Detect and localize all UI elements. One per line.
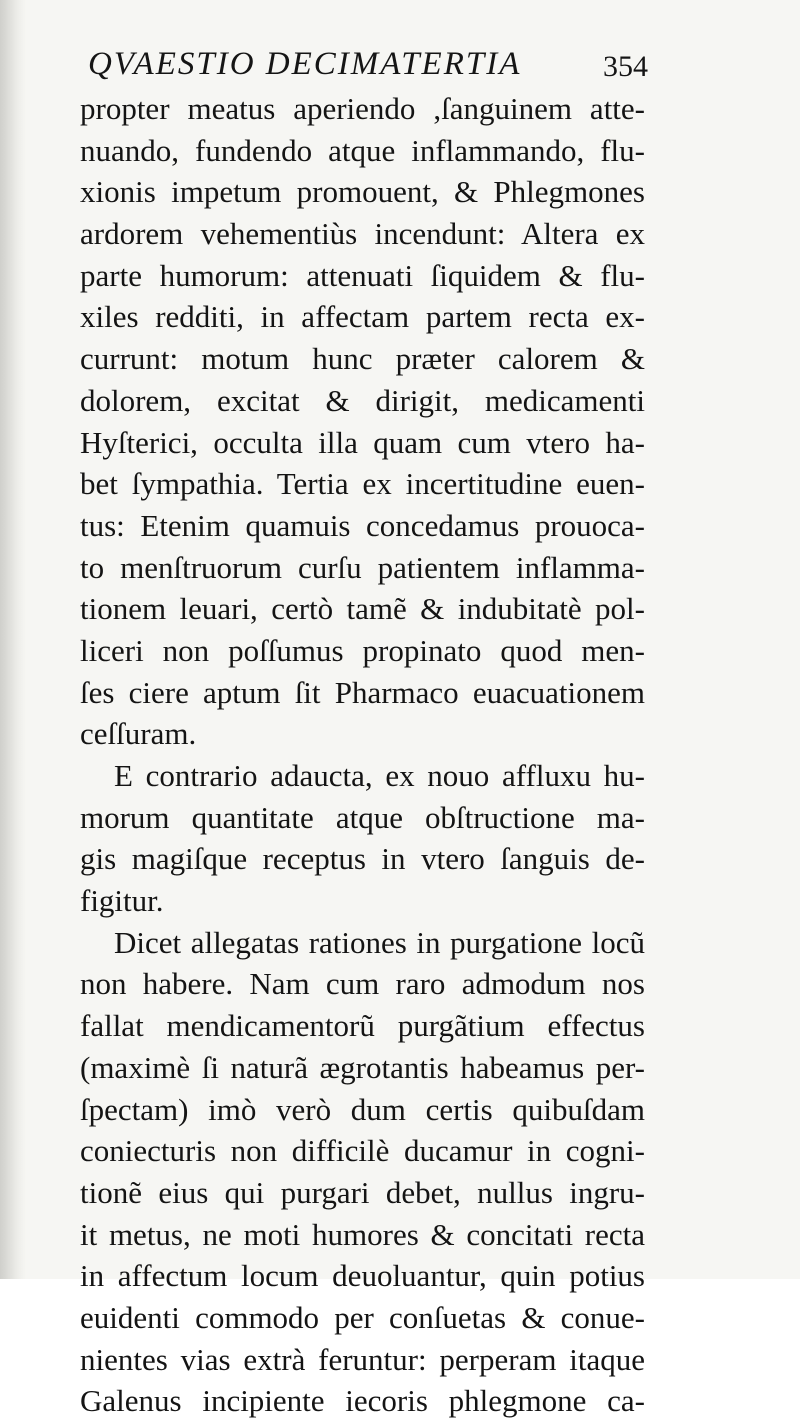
page-number: 354	[603, 50, 648, 83]
text-line: coniecturis non difficilè ducamur in cogni-	[80, 1133, 645, 1169]
running-head-title: QVAESTIO DECIMATERTIA	[88, 46, 522, 82]
text-line: ardorem vehementiùs incendunt: Altera ex	[80, 216, 645, 252]
text-line: Dicet allegatas rationes in purgatione locũ	[114, 924, 645, 960]
text-line: in affectum locum deuoluantur, quin potius	[80, 1258, 645, 1294]
text-line: tus: Etenim quamuis concedamus prouoca-	[80, 507, 645, 543]
text-line: ſpectam) imò verò dum certis quibuſdam	[80, 1091, 645, 1127]
text-line: (maximè ſi naturã ægrotantis habeamus per-	[80, 1049, 645, 1085]
text-line: propter meatus aperiendo ,ſanguinem atte-	[80, 91, 645, 126]
text-line: nientes vias extrà feruntur: perperam itaque	[80, 1341, 645, 1377]
body-text	[80, 88, 645, 1422]
text-line: to menſtruorum curſu patientem inflamma-	[80, 549, 645, 585]
running-head	[88, 42, 648, 92]
text-line: nuando, fundendo atque inflammando, flu-	[80, 132, 645, 168]
text-line: figitur.	[80, 883, 164, 919]
text-line: E contrario adaucta, ex nouo affluxu hu-	[114, 758, 645, 793]
text-line: gis magiſque receptus in vtero ſanguis de-	[80, 841, 645, 877]
text-line: euidenti commodo per conſuetas & conue-	[80, 1299, 645, 1335]
text-line: currunt: motum hunc præter calorem &	[80, 341, 645, 377]
page-gutter-shadow	[0, 0, 26, 1279]
text-line: ceſſuram.	[80, 716, 197, 752]
text-line: parte humorum: attenuati ſiquidem & flu-	[80, 257, 645, 293]
text-line: morum quantitate atque obſtructione ma-	[80, 799, 645, 835]
text-line: it metus, ne moti humores & concitati recta	[80, 1216, 645, 1252]
text-line: ſes ciere aptum ſit Pharmaco euacuationem	[80, 674, 645, 710]
text-line: xionis impetum promouent, & Phlegmones	[80, 174, 645, 210]
text-line: non habere. Nam cum raro admodum nos	[80, 966, 645, 1002]
text-line: liceri non poſſumus propinato quod men-	[80, 632, 645, 668]
text-line: tionem leuari, certò tamẽ & indubitatè pol-	[80, 591, 645, 627]
text-line: fallat mendicamentorũ purgãtium effectus	[80, 1008, 645, 1044]
text-line: Galenus incipiente iecoris phlegmone ca-	[80, 1383, 645, 1419]
text-line: tionẽ eius qui purgari debet, nullus ingru-	[80, 1174, 645, 1210]
text-line: xiles redditi, in affectam partem recta ex-	[80, 299, 645, 335]
text-line: dolorem, excitat & dirigit, medicamenti	[80, 382, 645, 418]
text-line: bet ſympathia. Tertia ex incertitudine euen-	[80, 466, 645, 502]
text-line: Hyſterici, occulta illa quam cum vtero ha-	[80, 424, 645, 460]
